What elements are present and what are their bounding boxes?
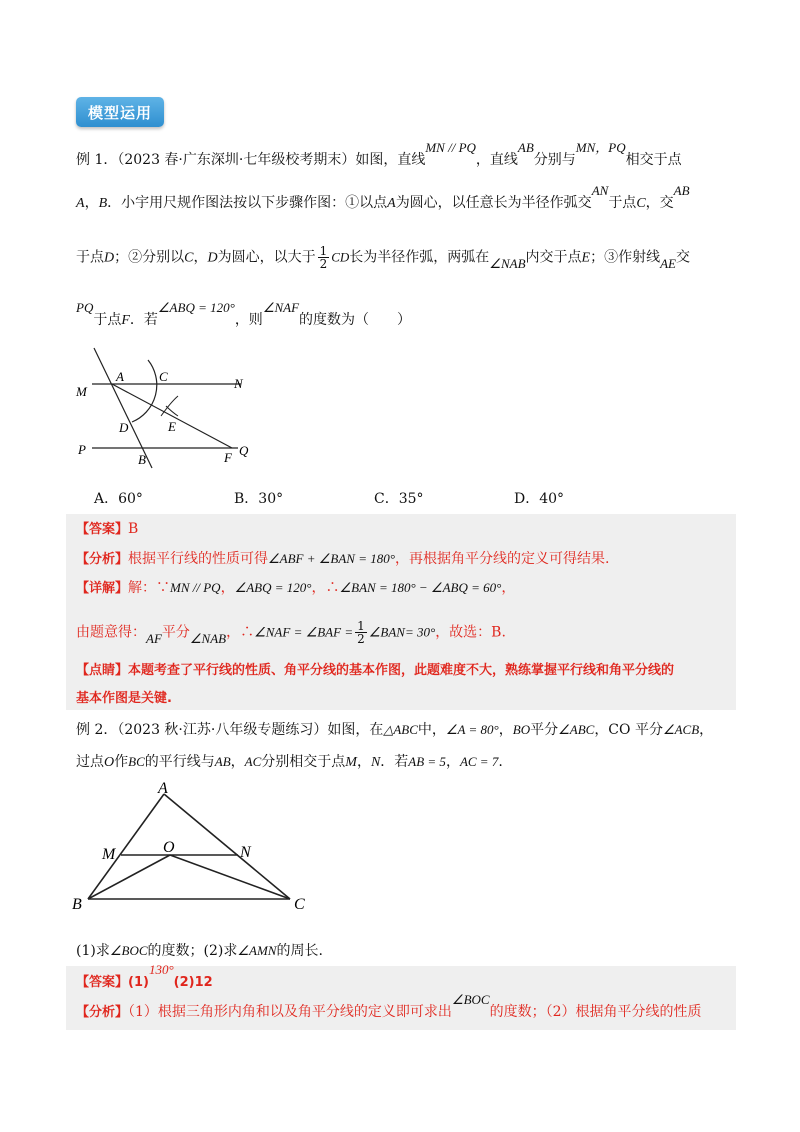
label-n: N (234, 376, 243, 391)
ex1-line2: A，B．小宇用尺规作图法按以下步骤作图：①以点A为圆心，以任意长为半径作弧交AN于点C，交AB (76, 183, 690, 211)
ex1-line1: 例 1．（2023 春·广东深圳·七年级校考期末）如图，直线MN // PQ，直线AB分别与MN，PQ相交于点 (76, 140, 682, 168)
label-p: P (78, 442, 86, 457)
option-a: A．60° (94, 491, 143, 507)
ex1-analysis: 【分析】根据平行线的性质可得∠ABF + ∠BAN = 180°，再根据角平分线的定义可得结果. (76, 551, 610, 567)
ex1-detail: 【详解】解：∵MN // PQ，∠ABQ = 120°，∴∠BAN = 180° − ∠ABQ = 60°， (76, 580, 516, 596)
arc-e2 (166, 406, 178, 416)
ex2-answer: 【答案】(1)130°(2)12 (76, 962, 213, 990)
ex2-question: (1)求∠BOC的度数；(2)求∠AMN的周长. (76, 943, 323, 959)
ex1-comment: 【点睛】本题考查了平行线的性质、角平分线的基本作图，此题难度不大，熟练掌握平行线和角平分线的 (76, 663, 675, 678)
ex2-figure (66, 778, 326, 918)
label-m2: M (102, 846, 116, 863)
fraction-half: $\frac{1}{2}$ (319, 244, 328, 271)
ex1-options (94, 489, 564, 509)
option-c: C．35° (374, 491, 424, 507)
label-q: Q (239, 443, 249, 458)
math-mn-parallel-pq: MN // PQ (425, 140, 476, 155)
label-a2: A (158, 780, 168, 797)
label-b2: B (72, 896, 82, 913)
ray-af (112, 384, 232, 448)
side-ac (164, 794, 290, 899)
ex2-line1: 例 2．（2023 秋·江苏·八年级专题练习）如图，在△ABC中，∠A = 80°，BO平分∠ABC，CO 平分∠ACB， (76, 722, 714, 738)
fraction-half-2: $\frac{1}{2}$ (357, 619, 365, 646)
label-a: A (116, 369, 124, 384)
ex1-comment-2: 基本作图是关键. (76, 691, 172, 706)
label-c2: C (294, 896, 305, 913)
segment-bo (88, 855, 170, 899)
label-b: B (138, 452, 146, 467)
label-m: M (76, 384, 87, 399)
label-d: D (119, 420, 129, 435)
label-o2: O (163, 839, 175, 856)
line-ab (94, 348, 152, 468)
label-c: C (159, 369, 168, 384)
ex1-line3: 于点D；②分别以C，D为圆心，以大于 $\frac{1}{2}$ CD长为半径作弧，两弧在∠NAB内交于点E；③作射线AE交 (76, 244, 690, 271)
option-d: D．40° (514, 491, 565, 507)
segment-co (170, 855, 290, 899)
ex1-intro: 例 1．（2023 春·广东深圳·七年级校考期末）如图，直线 (76, 152, 426, 168)
section-badge: 模型运用 (76, 97, 164, 127)
ex2-analysis: 【分析】（1）根据三角形内角和以及角平分线的定义即可求出∠BOC的度数；（2）根据角平分线的性质 (76, 992, 702, 1020)
label-n2: N (240, 844, 251, 861)
ex1-figure (66, 340, 266, 470)
arc-cd (132, 360, 157, 422)
ex1-detail-2: 由题意得：AF平分∠NAB，∴∠NAF = ∠BAF = $\frac{1}{2}$ ∠BAN= 30°，故选：B. (76, 619, 506, 646)
ex2-line2: 过点O作BC的平行线与AB，AC分别相交于点M，N．若AB = 5，AC = 7. (76, 754, 503, 770)
side-ab (88, 794, 164, 899)
ex1-answer: 【答案】B (76, 521, 139, 537)
label-e: E (168, 419, 176, 434)
label-f: F (224, 450, 232, 465)
arc-e1 (161, 396, 178, 416)
option-b: B．30° (234, 491, 284, 507)
ex1-line4: PQ于点F．若∠ABQ = 120°，则∠NAF的度数为（ ） (76, 300, 412, 328)
